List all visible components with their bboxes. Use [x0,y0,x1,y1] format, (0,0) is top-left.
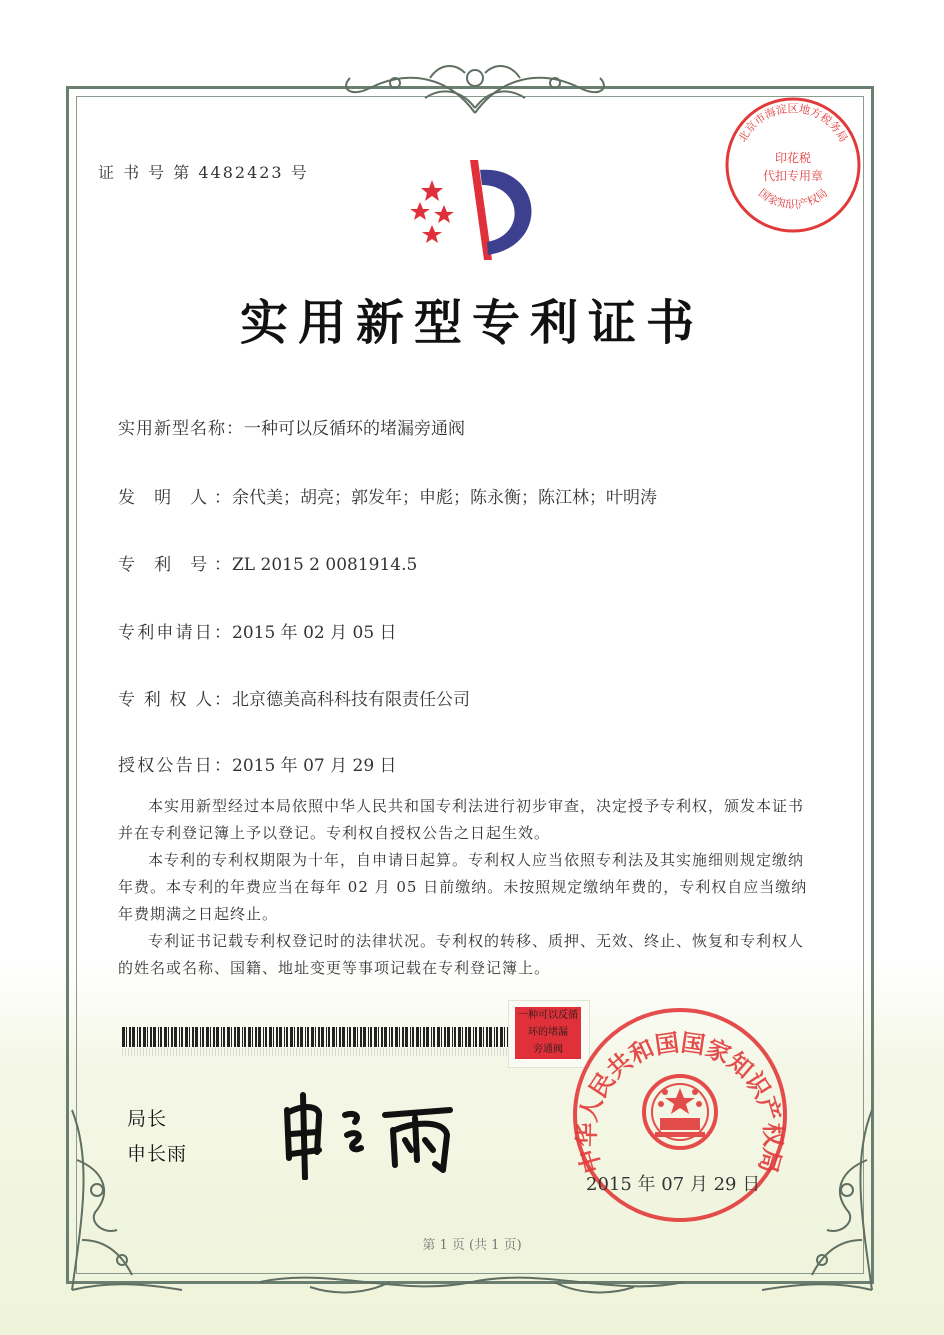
national-emblem-icon [644,1076,716,1148]
body-paragraph: 本实用新型经过本局依照中华人民共和国专利法进行初步审查，决定授予专利权，颁发本证书并在专利登记簿上予以登记。专利权自授权公告之日起生效。 [118,797,805,842]
certificate-title: 实用新型专利证书 [239,295,704,351]
field-utility-model-name [118,414,465,439]
corner-ornament-bottom-left [52,1100,192,1300]
barcode-digits [122,1048,512,1056]
field-label: 专 利 权 人： [118,690,232,710]
field-value: 一种可以反循环的堵漏旁通阀 [244,419,465,439]
issue-date: 2015 年 07 月 29 日 [586,1174,761,1195]
tax-seal-ring-text: 北京市海淀区地方税务局 [735,102,851,145]
field-inventors [118,483,657,508]
field-label: 专利申请日： [118,623,232,643]
field-label: 实用新型名称： [118,419,244,439]
field-value: 2015 年 07 月 29 日 [232,756,397,776]
director-signature [275,1090,475,1180]
director-name: 申长雨 [127,1143,188,1165]
field-value: 余代美；胡亮；郭发年；申彪；陈永衡；陈江林；叶明涛 [232,488,657,508]
barcode [122,1027,512,1047]
field-patent-number [118,550,417,575]
field-grant-date [118,751,397,776]
field-value: 2015 年 02 月 05 日 [232,623,397,643]
top-ornament [330,58,620,118]
field-label: 发 明 人： [118,488,232,508]
field-label: 授权公告日： [118,756,232,776]
note-line: 旁通阀 [533,1044,563,1055]
field-value: ZL 2015 2 0081914.5 [232,555,418,575]
patent-office-logo [392,150,542,270]
field-filing-date [118,618,397,643]
field-patentee [118,685,470,710]
body-paragraph: 专利证书记载专利权登记时的法律状况。专利权的转移、质押、无效、终止、恢复和专利权人的姓名或名称、国籍、地址变更等事项记载在专利登记簿上。 [118,932,805,977]
director-title: 局长 [127,1108,168,1130]
official-seal-ring-text: 中华人民共和国国家知识产权局 [572,1028,788,1177]
tax-seal-center-line2: 代扣专用章 [762,169,824,183]
tax-seal-stamp [718,90,868,240]
certificate-number: 证 书 号 第 4482423 号 [98,163,309,182]
body-paragraph: 本专利的专利权期限为十年，自申请日起算。专利权人应当依照专利法及其实施细则规定缴纳年费。本专利的年费应当在每年 02 月 05 日前缴纳。未按照规定缴纳年费的，专利权自应当缴纳年费期满之日起终止。 [118,851,808,923]
field-value: 北京德美高科科技有限责任公司 [232,690,470,710]
field-label: 专 利 号： [118,555,232,575]
tax-seal-bottom-text: 国家知识产权局 [756,186,830,212]
page-footer: 第 1 页 (共 1 页) [422,1238,522,1253]
tax-seal-center-line1: 印花税 [774,151,812,165]
bottom-ornament [250,1262,694,1302]
note-line: 环的堵漏 [528,1027,568,1038]
note-line: 一种可以反循 [518,1010,578,1021]
